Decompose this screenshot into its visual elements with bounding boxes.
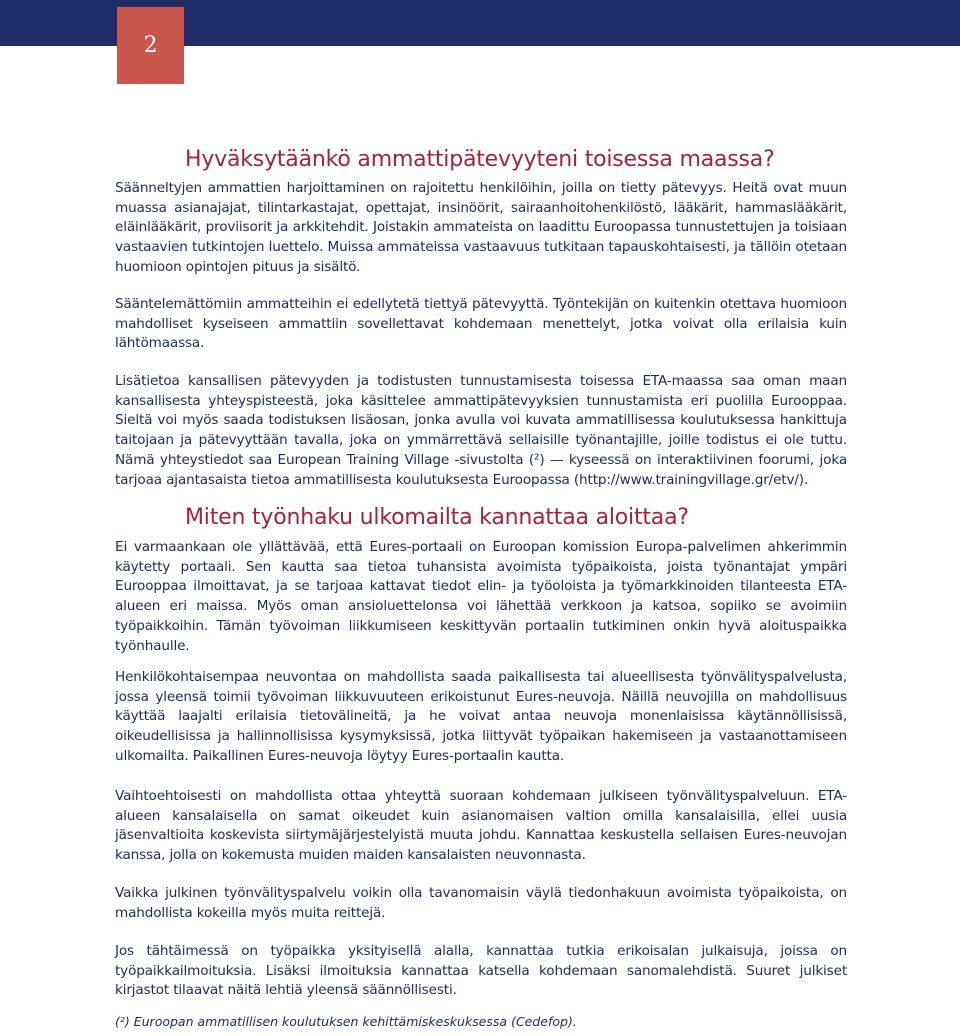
page-number-tab [117,7,184,84]
paragraph: Jos tähtäimessä on työpaikka yksityisellä alalla, kannattaa tutkia erikoisalan julkaisuja, joissa on työpaikkailmoituksia. Lisäksi ilmoituksia kannattaa katsella kohdemaan sanomalehdistä. Suuret julkiset kirjastot tilaavat näitä lehtiä yleensä säännöllisesti. [115,943,847,999]
footnote: (²) Euroopan ammatillisen koulutuksen kehittämiskeskuksessa (Cedefop). [115,1014,577,1029]
paragraph: Henkilökohtaisempaa neuvontaa on mahdollista saada paikallisesta tai alueellisesta työnvälityspalvelusta, jossa yleensä toimii työvoiman liikkuvuuteen erikoistunut Eures-neuvoja. Näillä neuvojilla on mahdollisuus käyttää laajalti erilaisia tietovälineitä, ja he voivat antaa neuvoja monenlaisissa käytännöllisissä, oikeudellisissa ja hallinnollisissa kysymyksissä, jotka liittyvät työpaikan hakemiseen ja vastaanottamiseen ulkomailta. Paikallinen Eures-neuvoja löytyy Eures-portaalin kautta. [115,669,847,764]
paragraph: Vaikka julkinen työnvälityspalvelu voikin olla tavanomaisin väylä tiedonhakuun avoimista työpaikoista, on mahdollista kokeilla myös muita reittejä. [115,885,847,921]
paragraph: Ei varmaankaan ole yllättävää, että Eures-portaali on Euroopan komission Europa-palvelimen ahkerimmin käytetty portaali. Sen kautta saa tietoa tuhansista avoimista työpaikoista, joista työnantajat ympäri Eurooppaa ilmoittavat, ja se tarjoaa kattavat tiedot elin- ja työoloista ja työmarkkinoiden tilanteesta ETA-alueen eri maissa. Myös oman ansioluettelonsa voi lähettää verkkoon ja katsoa, sopiiko se avoimiin työpaikkoihin. Tämän työvoiman liikkumiseen keskittyvän portaalin tutkiminen onkin hyvä aloituspaikka työnhaulle. [115,539,847,654]
section-heading-job-search: Miten työnhaku ulkomailta kannattaa aloittaa? [185,505,689,530]
paragraph: Säänneltyjen ammattien harjoittaminen on rajoitettu henkilöihin, joilla on tietty pätevyys. Heitä ovat muun muassa asianajajat, tilintarkastajat, opettajat, insinöörit, sairaanhoitohenkilöstö, lääkärit, hammaslääkärit, eläinlääkärit, proviisorit ja arkkitehdit. Joistakin ammateista on laadittu Euroopassa tunnustettujen ja toisiaan vastaavien tutkintojen luettelo. Muissa ammateissa vastaavuus tutkitaan tapauskohtaisesti, ja tällöin otetaan huomioon opintojen pituus ja sisältö. [115,180,847,275]
paragraph: Vaihtoehtoisesti on mahdollista ottaa yhteyttä suoraan kohdemaan julkiseen työnvälityspalveluun. ETA-alueen kansalaisella on samat oikeudet kuin asianomaisen valtion omilla kansalaisilla, ellei uusia jäsenvaltioita koskevista siirtymäjärjestelyistä muuta johdu. Kannattaa keskustella sellaisen Eures-neuvojan kanssa, jolla on kokemusta muiden maiden kansalaisten neuvonnasta. [115,788,847,864]
section-heading-qualifications: Hyväksytäänkö ammattipätevyyteni toisessa maassa? [185,147,775,172]
page-number: 2 [143,33,158,58]
paragraph: Lisätietoa kansallisen pätevyyden ja todistusten tunnustamisesta toisessa ETA-maassa saa oman maan kansallisesta yhteyspisteestä, joka käsittelee ammattipätevyyksien tunnustamista eri puolilla Eurooppaa. Sieltä voi myös saada todistuksen lisäosan, jonka avulla voi kuvata ammatillisessa koulutuksessa hankittuja taitojaan ja pätevyyttään tavalla, joka on ymmärrettävä sellaisille työnantajille, joille todistus ei ole tuttu. Nämä yhteystiedot saa European Training Village -sivustolta (²) — kyseessä on interaktiivinen foorumi, joka tarjoaa ajantasaista tietoa ammatillisesta koulutuksesta Euroopassa (http://www.trainingvillage.gr/etv/). [115,373,847,488]
paragraph: Sääntelemättömiin ammatteihin ei edellytetä tiettyä pätevyyttä. Työntekijän on kuitenkin otettava huomioon mahdolliset kyseiseen ammattiin sovellettavat kohdemaan menettelyt, jotka voivat olla erilaisia kuin lähtömaassa. [115,296,847,352]
